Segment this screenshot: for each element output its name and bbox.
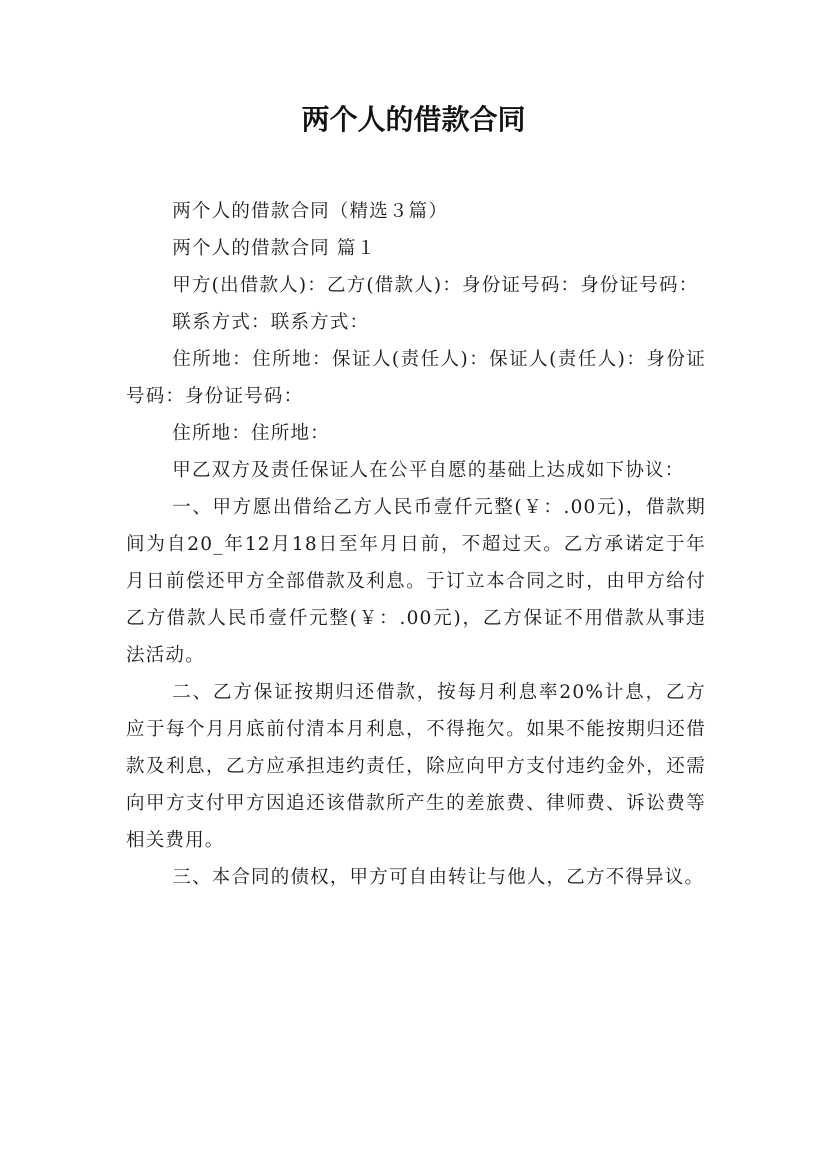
- document-title: 两个人的借款合同: [301, 103, 526, 136]
- paragraph-subtitle: 两个人的借款合同（精选３篇）: [172, 201, 449, 222]
- paragraph-clause-3: 三、本合同的债权，甲方可自由转让与他人，乙方不得异议。: [172, 867, 705, 888]
- document-body: [126, 193, 706, 896]
- paragraph-clause-2: 二、乙方保证按期归还借款，按每月利息率20%计息，乙方应于每个月月底前付清本月利息，不得拖欠。如果不能按期归还借款及利息，乙方应承担违约责任，除应向甲方支付违约金外，还需向甲方支付甲方因追还该借款所产生的差旅费、律师费、诉讼费等相关费用。: [126, 682, 706, 851]
- paragraph-section-heading: 两个人的借款合同 篇１: [172, 238, 377, 259]
- paragraph-agreement-intro: 甲乙双方及责任保证人在公平自愿的基础上达成如下协议：: [172, 460, 685, 481]
- paragraph-clause-1: 一、甲方愿出借给乙方人民币壹仟元整(￥：.00元)，借款期间为自20_年12月18日至年月日前，不超过天。乙方承诺定于年月日前偿还甲方全部借款及利息。于订立本合同之时，由甲方给付乙方借款人民币壹仟元整(￥：.00元)，乙方保证不用借款从事违法活动。: [126, 497, 706, 666]
- paragraph-guarantor: 住所地：住所地：保证人(责任人)：保证人(责任人)：身份证号码：身份证号码：: [126, 349, 706, 407]
- paragraph-address: 住所地：住所地：: [172, 423, 330, 444]
- paragraph-contact: 联系方式：联系方式：: [172, 312, 370, 333]
- paragraph-parties: 甲方(出借款人)：乙方(借款人)：身份证号码：身份证号码：: [172, 275, 699, 296]
